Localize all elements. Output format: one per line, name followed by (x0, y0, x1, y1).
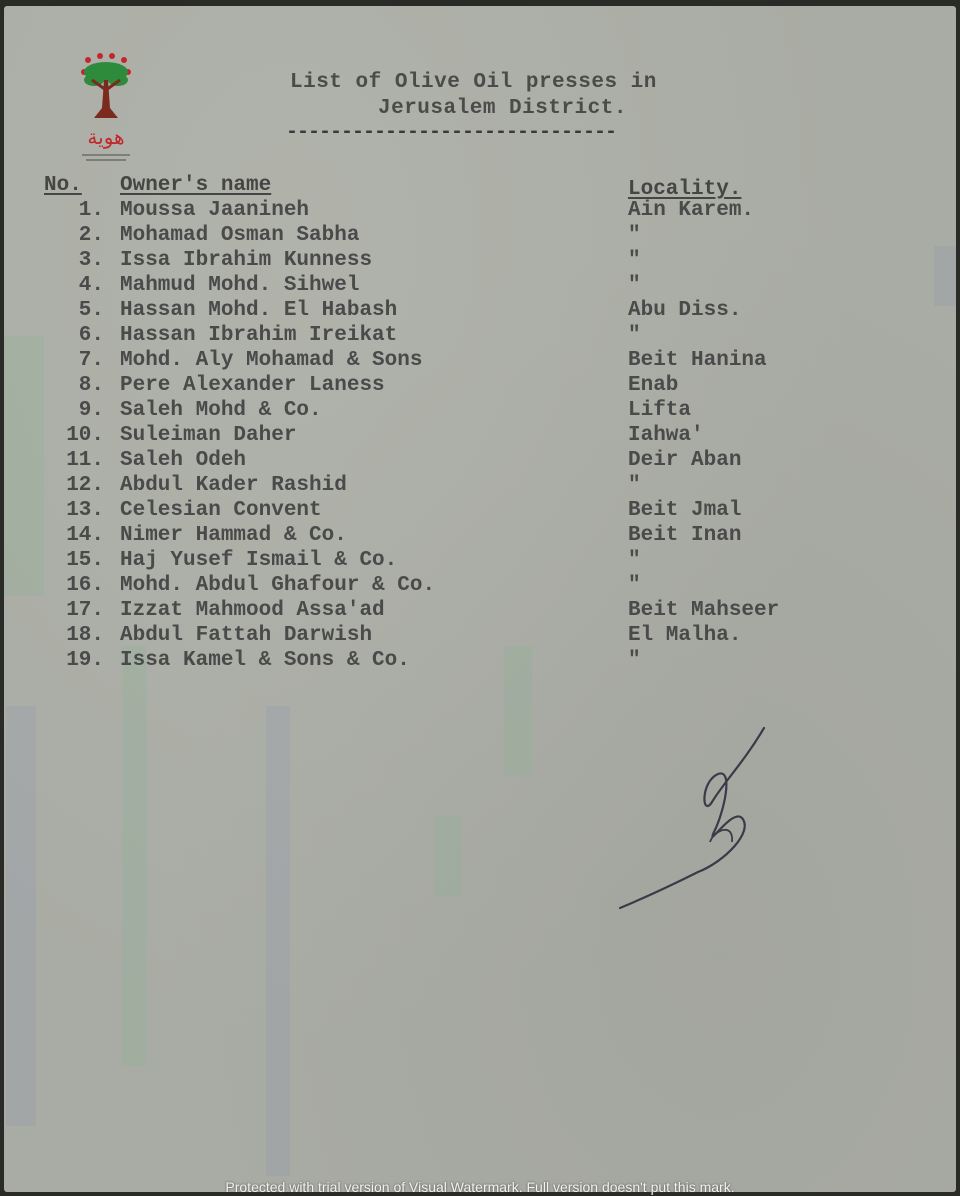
row-number: 1. (78, 199, 104, 222)
locality: Beit Hanina (628, 349, 767, 372)
owner-name: Abdul Kader Rashid (120, 474, 347, 497)
owner-name: Nimer Hammad & Co. (120, 524, 347, 547)
row-number: 12. (66, 474, 104, 497)
document-page (4, 6, 956, 1192)
locality: Enab (628, 374, 679, 397)
header-no: No. (44, 174, 82, 197)
list-item (4, 449, 956, 474)
locality: Abu Diss. (628, 299, 742, 322)
locality: " (628, 649, 641, 672)
locality: El Malha. (628, 624, 742, 647)
logo-arabic-text: هوية (87, 125, 125, 149)
locality: " (628, 249, 641, 272)
list-item (4, 299, 956, 324)
row-number: 7. (78, 349, 104, 372)
list-item (4, 524, 956, 549)
owner-name: Mohd. Abdul Ghafour & Co. (120, 574, 436, 597)
row-number: 10. (66, 424, 104, 447)
row-number: 8. (78, 374, 104, 397)
list-item (4, 224, 956, 249)
owner-name: Mahmud Mohd. Sihwel (120, 274, 360, 297)
locality: Ain Karem. (628, 199, 755, 222)
list-item (4, 274, 956, 299)
watermark-text: Protected with trial version of Visual Watermark. Full version doesn't put this mark. (225, 1179, 735, 1195)
owner-name: Haj Yusef Ismail & Co. (120, 549, 398, 572)
locality: " (628, 324, 641, 347)
owner-name: Izzat Mahmood Assa'ad (120, 599, 385, 622)
list-item (4, 249, 956, 274)
list-item (4, 324, 956, 349)
scan-smudge (6, 706, 36, 1126)
owner-name: Abdul Fattah Darwish (120, 624, 373, 647)
locality: Beit Jmal (628, 499, 742, 522)
list-item (4, 349, 956, 374)
list-item (4, 574, 956, 599)
header-locality: Locality. (628, 178, 742, 201)
handwritten-signature-icon (614, 722, 784, 922)
owner-name: Saleh Mohd & Co. (120, 399, 322, 422)
row-number: 2. (78, 224, 104, 247)
locality: Beit Inan (628, 524, 742, 547)
row-number: 19. (66, 649, 104, 672)
row-number: 17. (66, 599, 104, 622)
row-number: 16. (66, 574, 104, 597)
owner-name: Issa Ibrahim Kunness (120, 249, 373, 272)
owner-name: Moussa Jaanineh (120, 199, 310, 222)
list-item (4, 599, 956, 624)
locality: " (628, 549, 641, 572)
owner-name: Issa Kamel & Sons & Co. (120, 649, 410, 672)
owner-name: Mohamad Osman Sabha (120, 224, 360, 247)
tree-logo-icon (74, 50, 138, 168)
locality: " (628, 274, 641, 297)
row-number: 6. (78, 324, 104, 347)
owner-name: Hassan Ibrahim Ireikat (120, 324, 398, 347)
row-number: 11. (66, 449, 104, 472)
title-line-1: List of Olive Oil presses in (290, 71, 657, 94)
owner-name: Saleh Odeh (120, 449, 247, 472)
scan-smudge (266, 706, 290, 1176)
locality: Iahwa' (628, 424, 704, 447)
list-item (4, 399, 956, 424)
row-number: 4. (78, 274, 104, 297)
row-number: 14. (66, 524, 104, 547)
header-owner-name: Owner's name (120, 174, 272, 197)
row-number: 9. (78, 399, 104, 422)
locality: " (628, 224, 641, 247)
document-title (286, 70, 746, 144)
locality: " (628, 574, 641, 597)
row-number: 18. (66, 624, 104, 647)
locality: Deir Aban (628, 449, 742, 472)
row-number: 5. (78, 299, 104, 322)
owner-name: Mohd. Aly Mohamad & Sons (120, 349, 423, 372)
owner-name: Hassan Mohd. El Habash (120, 299, 398, 322)
list-item (4, 499, 956, 524)
scan-smudge (122, 646, 146, 1066)
list-item (4, 549, 956, 574)
row-number: 15. (66, 549, 104, 572)
row-number: 13. (66, 499, 104, 522)
locality: Beit Mahseer (628, 599, 780, 622)
list-item (4, 474, 956, 499)
list-item (4, 624, 956, 649)
title-line-2: Jerusalem District. (378, 97, 627, 120)
owner-name: Suleiman Daher (120, 424, 297, 447)
owner-name: Celesian Convent (120, 499, 322, 522)
locality: " (628, 474, 641, 497)
list-item (4, 199, 956, 224)
row-number: 3. (78, 249, 104, 272)
list-item (4, 649, 956, 674)
list-item (4, 424, 956, 449)
list-item (4, 374, 956, 399)
scan-smudge (434, 816, 462, 896)
title-underline-rule: ------------------------------ (286, 121, 617, 144)
locality: Lifta (628, 399, 692, 422)
owner-name: Pere Alexander Laness (120, 374, 385, 397)
